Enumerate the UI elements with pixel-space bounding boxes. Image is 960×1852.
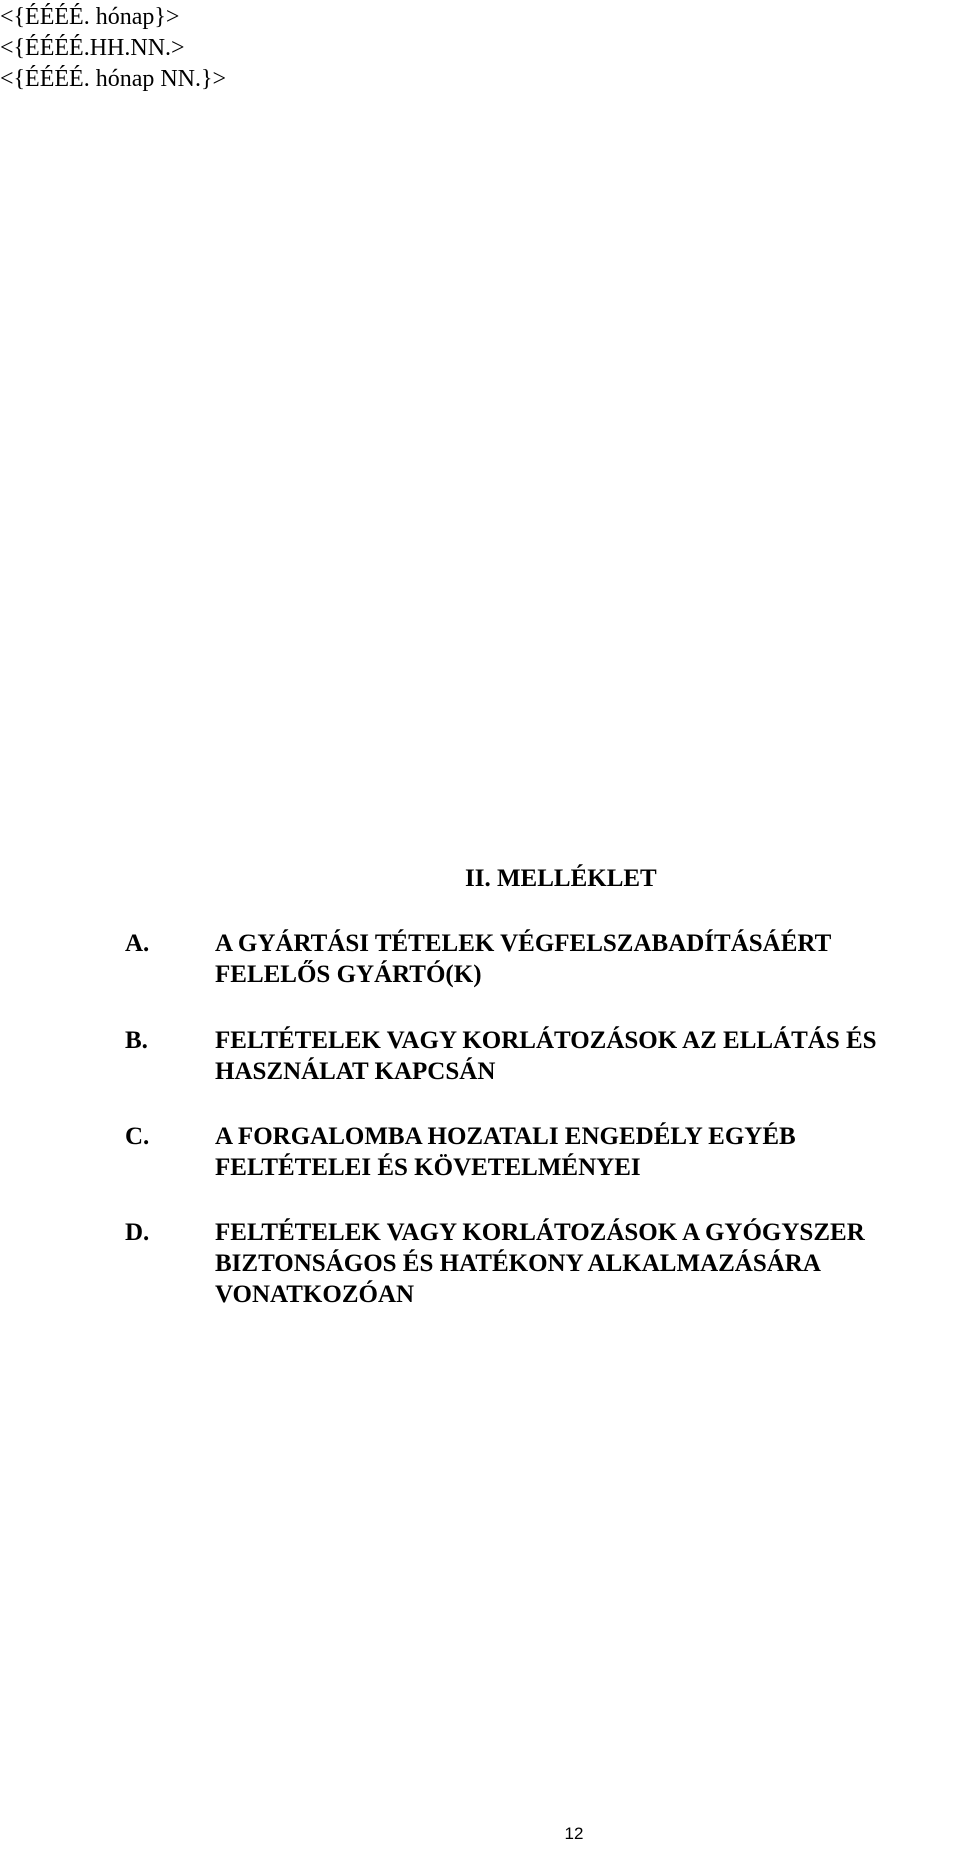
section-heading [215,1025,955,1087]
section-heading-line: FELELŐS GYÁRTÓ(K) [215,961,482,988]
section-heading-line: A FORGALOMBA HOZATALI ENGEDÉLY EGYÉB [215,1123,796,1150]
section-heading [215,1217,955,1310]
section-heading-line: A GYÁRTÁSI TÉTELEK VÉGFELSZABADÍTÁSÁÉRT [215,930,832,957]
section-letter: A. [125,930,150,957]
section-heading-line: FELTÉTELEI ÉS KÖVETELMÉNYEI [215,1154,641,1181]
section-heading-line: FELTÉTELEK VAGY KORLÁTOZÁSOK AZ ELLÁTÁS ÉS [215,1027,877,1054]
date-placeholder-block [0,2,226,95]
date-placeholder-line: <{ÉÉÉÉ. hónap}> [0,4,180,30]
date-placeholder-line: <{ÉÉÉÉ.HH.NN.> [0,35,185,61]
section-heading-line: HASZNÁLAT KAPCSÁN [215,1058,496,1085]
page-number: 12 [564,1824,584,1843]
section-letter: B. [125,1027,148,1054]
date-placeholder-line: <{ÉÉÉÉ. hónap NN.}> [0,66,227,92]
section-heading-line: VONATKOZÓAN [215,1281,415,1308]
section-heading [215,928,955,990]
section-letter: D. [125,1219,150,1246]
section-heading-line: BIZTONSÁGOS ÉS HATÉKONY ALKALMAZÁSÁRA [215,1250,821,1277]
section-heading-line: FELTÉTELEK VAGY KORLÁTOZÁSOK A GYÓGYSZER [215,1219,865,1246]
section-heading [215,1121,955,1183]
section-letter: C. [125,1123,150,1150]
annex-title: II. MELLÉKLET [465,865,657,892]
